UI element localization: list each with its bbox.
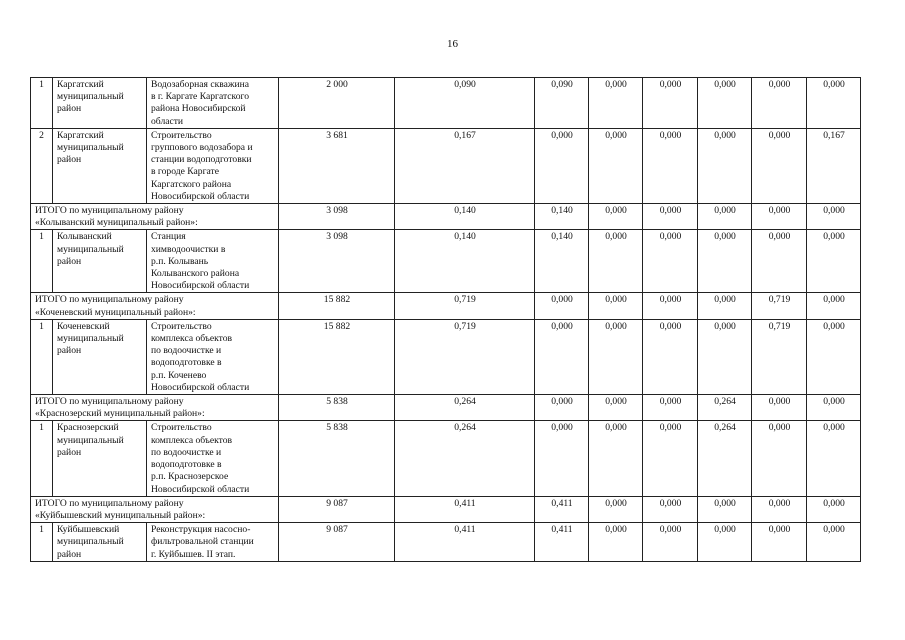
share-cell: 0,411: [395, 523, 535, 562]
total-row: [31, 395, 861, 421]
table-row: [31, 319, 861, 394]
cost-cell: 5 838: [279, 421, 395, 496]
cost-cell: 3 098: [279, 230, 395, 293]
year5-cell: 0,719: [752, 319, 807, 394]
year2-cell: 0,000: [589, 128, 643, 203]
year3-cell: 0,000: [643, 204, 698, 230]
total-row: [31, 496, 861, 522]
cost-cell: 9 087: [279, 523, 395, 562]
share-cell: 0,719: [395, 293, 535, 319]
total-row: [31, 293, 861, 319]
project-cell: Реконструкция насосно- фильтровальной станции г. Куйбышев. II этап.: [147, 523, 279, 562]
year6-cell: 0,000: [807, 421, 861, 496]
cost-cell: 2 000: [279, 78, 395, 129]
share-cell: 0,140: [395, 230, 535, 293]
year4-cell: 0,264: [698, 421, 752, 496]
year4-cell: 0,000: [698, 78, 752, 129]
table-row: [31, 78, 861, 129]
table-row: [31, 128, 861, 203]
year6-cell: 0,000: [807, 523, 861, 562]
year6-cell: 0,000: [807, 496, 861, 522]
investment-table: [30, 77, 861, 562]
year2-cell: 0,000: [589, 395, 643, 421]
cost-cell: 15 882: [279, 319, 395, 394]
year3-cell: 0,000: [643, 496, 698, 522]
year1-cell: 0,140: [535, 204, 589, 230]
project-cell: Строительство группового водозабора и станции водоподготовки в городе Каргате Каргатского района Новосибирской области: [147, 128, 279, 203]
year6-cell: 0,000: [807, 293, 861, 319]
year2-cell: 0,000: [589, 230, 643, 293]
year1-cell: 0,140: [535, 230, 589, 293]
project-cell: Станция химводоочистки в р.п. Колывань Колыванского района Новосибирской области: [147, 230, 279, 293]
year6-cell: 0,000: [807, 230, 861, 293]
year4-cell: 0,000: [698, 204, 752, 230]
year5-cell: 0,000: [752, 204, 807, 230]
year1-cell: 0,000: [535, 319, 589, 394]
year5-cell: 0,000: [752, 128, 807, 203]
year4-cell: 0,000: [698, 128, 752, 203]
year3-cell: 0,000: [643, 293, 698, 319]
total-label-cell: ИТОГО по муниципальному району «Колыванский муниципальный район»:: [31, 204, 279, 230]
cost-cell: 3 098: [279, 204, 395, 230]
share-cell: 0,411: [395, 496, 535, 522]
share-cell: 0,140: [395, 204, 535, 230]
year3-cell: 0,000: [643, 395, 698, 421]
year5-cell: 0,719: [752, 293, 807, 319]
year2-cell: 0,000: [589, 78, 643, 129]
year4-cell: 0,000: [698, 496, 752, 522]
cost-cell: 9 087: [279, 496, 395, 522]
year1-cell: 0,000: [535, 128, 589, 203]
table-row: [31, 523, 861, 562]
year6-cell: 0,000: [807, 395, 861, 421]
total-label-cell: ИТОГО по муниципальному району «Краснозерский муниципальный район»:: [31, 395, 279, 421]
year4-cell: 0,000: [698, 293, 752, 319]
year1-cell: 0,411: [535, 523, 589, 562]
total-row: [31, 204, 861, 230]
year5-cell: 0,000: [752, 230, 807, 293]
year4-cell: 0,000: [698, 230, 752, 293]
year4-cell: 0,000: [698, 523, 752, 562]
year1-cell: 0,090: [535, 78, 589, 129]
year4-cell: 0,264: [698, 395, 752, 421]
district-cell: Коченевский муниципальный район: [53, 319, 147, 394]
year2-cell: 0,000: [589, 421, 643, 496]
year1-cell: 0,000: [535, 395, 589, 421]
year3-cell: 0,000: [643, 128, 698, 203]
year6-cell: 0,000: [807, 78, 861, 129]
year1-cell: 0,411: [535, 496, 589, 522]
table-row: [31, 230, 861, 293]
index-cell: 1: [31, 523, 53, 562]
total-label-cell: ИТОГО по муниципальному району «Куйбышевский муниципальный район»:: [31, 496, 279, 522]
year2-cell: 0,000: [589, 293, 643, 319]
district-cell: Каргатский муниципальный район: [53, 78, 147, 129]
project-cell: Строительство комплекса объектов по водоочистке и водоподготовке в р.п. Краснозерское Новосибирской области: [147, 421, 279, 496]
district-cell: Каргатский муниципальный район: [53, 128, 147, 203]
year2-cell: 0,000: [589, 204, 643, 230]
year5-cell: 0,000: [752, 523, 807, 562]
year1-cell: 0,000: [535, 293, 589, 319]
year1-cell: 0,000: [535, 421, 589, 496]
share-cell: 0,090: [395, 78, 535, 129]
table-row: [31, 421, 861, 496]
index-cell: 1: [31, 230, 53, 293]
cost-cell: 3 681: [279, 128, 395, 203]
year6-cell: 0,000: [807, 319, 861, 394]
share-cell: 0,167: [395, 128, 535, 203]
year3-cell: 0,000: [643, 523, 698, 562]
year6-cell: 0,167: [807, 128, 861, 203]
district-cell: Краснозерский муниципальный район: [53, 421, 147, 496]
project-cell: Строительство комплекса объектов по водоочистке и водоподготовке в р.п. Коченево Новосибирской области: [147, 319, 279, 394]
share-cell: 0,719: [395, 319, 535, 394]
year2-cell: 0,000: [589, 496, 643, 522]
index-cell: 2: [31, 128, 53, 203]
share-cell: 0,264: [395, 421, 535, 496]
year2-cell: 0,000: [589, 319, 643, 394]
project-cell: Водозаборная скважина в г. Каргате Каргатского района Новосибирской области: [147, 78, 279, 129]
year5-cell: 0,000: [752, 421, 807, 496]
year3-cell: 0,000: [643, 230, 698, 293]
year2-cell: 0,000: [589, 523, 643, 562]
year6-cell: 0,000: [807, 204, 861, 230]
share-cell: 0,264: [395, 395, 535, 421]
district-cell: Куйбышевский муниципальный район: [53, 523, 147, 562]
year4-cell: 0,000: [698, 319, 752, 394]
total-label-cell: ИТОГО по муниципальному району «Коченевский муниципальный район»:: [31, 293, 279, 319]
year3-cell: 0,000: [643, 421, 698, 496]
index-cell: 1: [31, 78, 53, 129]
page-number: 16: [447, 38, 458, 50]
district-cell: Колыванский муниципальный район: [53, 230, 147, 293]
year5-cell: 0,000: [752, 395, 807, 421]
index-cell: 1: [31, 421, 53, 496]
year3-cell: 0,000: [643, 319, 698, 394]
cost-cell: 5 838: [279, 395, 395, 421]
year5-cell: 0,000: [752, 496, 807, 522]
year5-cell: 0,000: [752, 78, 807, 129]
year3-cell: 0,000: [643, 78, 698, 129]
index-cell: 1: [31, 319, 53, 394]
cost-cell: 15 882: [279, 293, 395, 319]
